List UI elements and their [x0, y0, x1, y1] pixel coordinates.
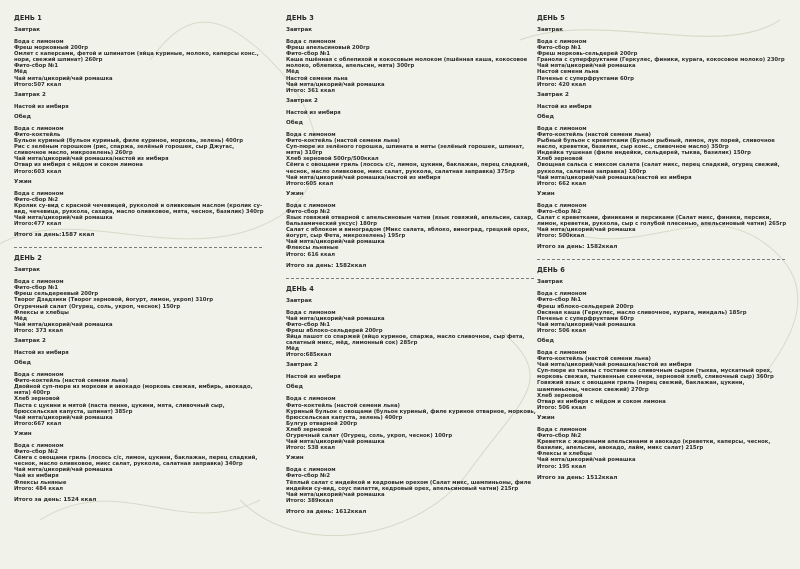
- day-title: ДЕНЬ 4: [286, 284, 314, 293]
- meal-line: Рис с зелёным горошком (рис, спаржа, зелёный горошек, сыр Джугас, сливочное масло, микрозелень) 260гр: [14, 144, 235, 157]
- meal-line: Итого: 662 ккал: [537, 180, 587, 187]
- meal-line: Мёд: [14, 315, 28, 322]
- meal-line: Итого: 195 ккал: [537, 463, 587, 470]
- meal-title: Ужин: [286, 455, 304, 462]
- meal-line: Вода с лимоном: [14, 372, 64, 379]
- day-title: ДЕНЬ 5: [537, 14, 565, 22]
- day-title: ДЕНЬ 2: [14, 254, 42, 263]
- meal-title: Ужин: [14, 178, 32, 185]
- meal-line: Сёмга с овощами гриль (лосось с/с, лимон, цукини, баклажан, перец сладкий, чеснок, масло оливковое, микс салат, руккола, салатная заправка) 375гр: [286, 162, 530, 175]
- meal-line: Чай из имбиря: [14, 473, 59, 480]
- meal-line: Салат с креветками, финиками и персиками (Салат микс, финики, персики, лимон, креветки, руккола, сыр с голубой плесенью, апельсиновый чатни) 265гр: [537, 214, 787, 228]
- day-5: [537, 14, 787, 250]
- meal-line: Флексы льняные: [14, 479, 67, 486]
- meal-line: Вода с лимоном: [14, 190, 64, 197]
- meal-dinner: [537, 415, 787, 470]
- meal-line: Хлеб зерновой: [537, 156, 583, 163]
- meal-line: Хлеб зерновой: [537, 392, 583, 399]
- meal-line: Фито-сбор №2: [537, 433, 582, 440]
- day-total: Итого за день: 1582ккал: [286, 262, 367, 269]
- meal-title: Ужин: [14, 430, 32, 437]
- meal-title: Завтрак: [286, 297, 313, 304]
- meal-line: Итого:603 ккал: [14, 168, 62, 175]
- meal-lunch: [537, 114, 787, 187]
- meal-line: Вода с лимоном: [286, 396, 336, 403]
- meal-line: Язык говяжий отварной с апельсиновым чатни (язык говяжий, апельсин, сахар, бальзамический уксус) 180гр: [286, 214, 534, 228]
- meal-line: Итого: 373 ккал: [14, 327, 64, 334]
- meal-line: Вода с лимоном: [537, 350, 587, 356]
- meal-title: Завтрак: [14, 27, 41, 33]
- meal-title: Завтрак: [14, 267, 41, 274]
- day-2: [14, 254, 264, 503]
- meal-line: Чай мята/цикорий/чай ромашка: [14, 75, 113, 82]
- meal-line: Омлет с каперсами, фетой и шпинатом (яйца куриные, молоко, каперсы конс., нори, свежий шпинат) 260гр: [14, 51, 259, 64]
- meal-line: Фито-коктейль (настой семени льна): [537, 356, 651, 363]
- meal-line: Фито-сбор №2: [286, 208, 331, 215]
- meal-line: Куриный бульон с овощами (бульон куриный, филе куриное отварное, морковь, брюссельская капуста, зелень) 400гр: [286, 408, 536, 421]
- day-divider: [14, 247, 262, 248]
- meal-line: Флексы и хлебцы: [14, 309, 69, 316]
- meal-line: Мёд: [286, 346, 300, 353]
- meal-breakfast: [537, 279, 787, 334]
- meal-line: Настой из имбиря: [286, 374, 341, 381]
- meal-line: Настой из имбиря: [14, 103, 69, 110]
- meal-line: Яйца пашот со спаржей (яйцо куриное, спаржа, масло сливочное, сыр фета, салатный микс, мёд, лимонный сок) 285гр: [286, 334, 525, 347]
- meal-line: Фито-сбор №2: [14, 196, 59, 203]
- meal-line: Тёплый салат с индейкой и кедровым орехом (Салат микс, шампиньоны, филе индейки су-вид, соус пилатти, кедровый орех, апельсиновый чатни) 215гр: [286, 479, 532, 492]
- meal-line: Итого: 538 ккал: [286, 445, 336, 452]
- meal-breakfast: [14, 27, 264, 88]
- meal-line: Фито-сбор №1: [537, 297, 582, 304]
- day-total: Итого за день:1587 ккал: [14, 232, 95, 239]
- meal-line: Вода с лимоном: [537, 426, 587, 433]
- meal-line: Чай мята/цикорий/чай ромашка/настой из имбиря: [286, 174, 441, 181]
- meal-line: Итого: 500ккал: [537, 233, 585, 240]
- meal-breakfast: [537, 27, 787, 88]
- meal-line: Итого: 616 ккал: [286, 251, 336, 258]
- meal-title: Обед: [14, 113, 31, 120]
- day-total: Итого за день: 1524 ккал: [14, 496, 97, 503]
- meal-line: Вода с лимоном: [537, 291, 587, 298]
- meal-line: Салат с яблоком и виноградом (Микс салата, яблоко, виноград, грецкий орех, йогурт, сыр Фета, микрозелень) 195гр: [286, 227, 530, 240]
- meal-line: Чай мята/цикорий/чай ромашка: [537, 321, 636, 328]
- meal-line: Хлеб зерновой 500гр/500ккал: [286, 156, 379, 163]
- meal-line: Фито-сбор №1: [537, 45, 582, 52]
- meal-line: Вода с лимоном: [537, 125, 587, 132]
- meal-title: Завтрак: [537, 279, 564, 286]
- meal-title: Завтрак 2: [14, 91, 46, 98]
- meal-line: Итого: 420 ккал: [537, 81, 587, 88]
- meal-title: Завтрак 2: [537, 91, 569, 98]
- meal-line: Фито-сбор №2: [286, 473, 331, 480]
- meal-line: Фреш яблоко-сельдерей 200гр: [286, 327, 383, 334]
- meal-line: Фреш морковный 200гр: [14, 45, 89, 52]
- meal-line: Фреш сельдереевый 200гр: [14, 291, 99, 298]
- meal-title: Завтрак: [537, 27, 564, 33]
- meal-breakfast-2: [14, 338, 264, 356]
- meal-line: Овсяная каша (Геркулес, масло сливочное, курага, миндаль) 185гр: [537, 309, 747, 316]
- meal-line: Паста с цукини и мятой (паста пенне, цукини, мята, сливочный сыр, брюссельская капуста, шпинат) 385гр: [14, 402, 225, 415]
- meal-line: Огуречный салат (Огурец, соль, укроп, чеснок) 100гр: [286, 433, 453, 440]
- meal-line: Суп-пюре из зелёного горошка, шпината и мяты (зелёный горошек, шпинат, мята) 310гр: [286, 144, 525, 157]
- meal-line: Итого:507 ккал: [14, 81, 62, 88]
- meal-line: Чай мята/цикорий/чай ромашка: [14, 467, 113, 474]
- meal-line: Настой из имбиря: [286, 109, 341, 116]
- meal-line: Вода с лимоном: [14, 279, 64, 286]
- day-title: ДЕНЬ 3: [286, 14, 314, 22]
- meal-line: Чай мята/цикорий/чай ромашка/настой из имбиря: [14, 156, 169, 163]
- day-6: [537, 266, 787, 480]
- meal-line: Рыбный бульон с креветками (Бульон рыбный, лимон, лук порей, сливочное масло, креветки, базилик, сыр конс., сливочное масло) 350гр: [537, 138, 775, 151]
- meal-line: Фреш морковь-сельдерей 200гр: [537, 51, 638, 58]
- day-3: [286, 14, 536, 269]
- meal-line: Вода с лимоном: [286, 467, 336, 474]
- meal-line: Фито-коктейль (настой семени льна): [14, 378, 128, 385]
- meal-line: Фито-сбор №1: [286, 51, 331, 58]
- meal-line: Вода с лимоном: [286, 202, 336, 209]
- column-3: [537, 10, 787, 481]
- column-2: [286, 10, 536, 515]
- meal-line: Фито-коктейль (настой семени льна): [286, 138, 400, 145]
- meal-line: Настой семени льна: [537, 69, 599, 76]
- meal-lunch: [286, 384, 536, 451]
- meal-breakfast: [286, 298, 536, 359]
- meal-line: Чай мята/цикорий/чай ромашка/настой из имбиря: [537, 362, 692, 369]
- meal-line: Чай мята/цикорий/чай ромашка: [537, 63, 636, 70]
- meal-line: Итого: 484 ккал: [14, 485, 64, 492]
- meal-lunch: [286, 120, 536, 187]
- meal-line: Фито-коктейль (настой семени льна): [286, 402, 400, 409]
- meal-title: Завтрак 2: [286, 97, 318, 104]
- meal-dinner: [14, 431, 264, 492]
- meal-line: Вода с лимоном: [286, 39, 336, 45]
- meal-dinner: [286, 191, 536, 258]
- meal-breakfast: [14, 267, 264, 334]
- meal-line: Вода с лимоном: [286, 131, 336, 138]
- meal-line: Отвар из имбиря с мёдом и соком лимона: [14, 162, 143, 169]
- meal-dinner: [286, 455, 536, 504]
- meal-line: Кролик су-вид с красной чечевицей, рукколой и оливковым маслом (кролик су-вид, чечевица, руккола, сахара, масло оливковое, мята, чеснок, базилик) 340гр: [14, 202, 264, 215]
- meal-breakfast-2: [286, 362, 536, 380]
- day-total: Итого за день: 1582ккал: [537, 244, 618, 251]
- meal-line: Огуречный салат (Огурец, соль, укроп, чеснок) 150гр: [14, 303, 181, 310]
- meal-title: Ужин: [537, 190, 555, 197]
- meal-line: Творог Дзадзики (Творог зерновой, йогурт, лимон, укроп) 310гр: [14, 297, 214, 304]
- day-4: [286, 285, 536, 515]
- meal-line: Фреш апельсиновый 200гр: [286, 45, 370, 52]
- meal-line: Чай мята/цикорий/чай ромашка: [14, 414, 113, 421]
- meal-line: Итого: 389ккал: [286, 497, 334, 504]
- meal-line: Фито-сбор №1: [286, 321, 331, 328]
- meal-line: Вода с лимоном: [14, 39, 64, 45]
- day-divider: [537, 259, 785, 260]
- meal-line: Сёмга с овощами гриль (лосось с/с, лимон, цукини, баклажан, перец сладкий, чеснок, масло оливковое, микс салат, руккола, салатная заправка) 340гр: [14, 455, 258, 468]
- meal-line: Чай мята/цикорий/чай ромашка: [286, 81, 385, 88]
- meal-line: Вода с лимоном: [14, 442, 64, 449]
- meal-breakfast-2: [14, 92, 264, 110]
- meal-line: Итого:477 ккал: [14, 221, 62, 228]
- meal-lunch: [14, 114, 264, 175]
- meal-breakfast-2: [537, 92, 787, 110]
- meal-title: Обед: [537, 113, 554, 120]
- meal-line: Чай мята/цикорий/чай ромашка: [286, 491, 385, 498]
- meal-line: Чай мята/цикорий/чай ромашка: [286, 439, 385, 446]
- meal-dinner: [14, 179, 264, 228]
- day-1: [14, 14, 264, 238]
- meal-title: Обед: [286, 119, 303, 126]
- meal-line: Фито-сбор №2: [14, 449, 59, 456]
- meal-line: Фито-сбор №1: [14, 63, 59, 70]
- meal-line: Вода с лимоном: [537, 202, 587, 209]
- meal-line: Креветки с жареными апельсинами и авокадо (креветки, каперсы, чеснок, базилик, апельсин, авокадо, лайм, микс салат) 215гр: [537, 439, 771, 452]
- day-title: ДЕНЬ 1: [14, 14, 42, 22]
- meal-title: Обед: [14, 360, 31, 367]
- meal-line: Чай мята/цикорий/чай ромашка: [14, 321, 113, 328]
- meal-line: Флексы и хлебцы: [537, 451, 592, 458]
- meal-line: Хлеб зерновой: [14, 396, 60, 403]
- meal-line: Отвар из имбиря с мёдом и соком лимона: [537, 398, 666, 405]
- meal-line: Настой из имбиря: [14, 350, 69, 356]
- meal-line: Печенье с суперфруктами 60гр: [537, 75, 634, 82]
- meal-breakfast-2: [286, 98, 536, 116]
- meal-line: Чай мята/цикорий/чай ромашка: [537, 457, 636, 464]
- meal-line: Фито-сбор №1: [14, 285, 59, 292]
- meal-line: Суп-пюре из тыквы с тостами со сливочным сыром (тыква, мускатный орех, морковь свежая, тыквенные семечки, зерновой хлеб, сливочный сыр) 360гр: [537, 368, 774, 381]
- meal-line: Чай мята/цикорий/чай ромашка/настой из имбиря: [537, 174, 692, 181]
- meal-line: Чай мята/цикорий/чай ромашка: [286, 239, 385, 246]
- meal-title: Обед: [537, 338, 554, 344]
- meal-line: Итого:667 ккал: [14, 420, 62, 427]
- day-divider: [286, 278, 534, 279]
- meal-line: Каша пшённая с облепихой и кокосовым молоком (пшённая каша, кокосовое молоко, облепиха, апельсин, мята) 300гр: [286, 57, 528, 70]
- meal-line: Флексы льняные: [286, 245, 339, 252]
- meal-line: Двойной суп-пюре из моркови и авокадо (морковь свежая, имбирь, авокадо, мята) 400гр: [14, 384, 253, 397]
- meal-line: Вода с лимоном: [286, 309, 336, 316]
- meal-line: Говяжий язык с овощами гриль (перец свежий, баклажан, цукини, шампиньоны, чеснок свежий) 270гр: [537, 380, 745, 393]
- meal-line: Фито-коктейль (настой семени льна): [537, 131, 651, 138]
- day-title: ДЕНЬ 6: [537, 266, 565, 275]
- meal-line: Фито-сбор №2: [537, 208, 582, 215]
- meal-title: Завтрак 2: [14, 338, 46, 344]
- meal-line: Гранола с суперфруктами (Геркулес, финики, курага, кокосовое молоко) 230гр: [537, 57, 785, 64]
- meal-line: Печенье с суперфруктами 60гр: [537, 315, 634, 322]
- meal-line: Итого: 506 ккал: [537, 404, 587, 411]
- day-total: Итого за день: 1512ккал: [537, 474, 618, 481]
- meal-line: Фреш яблоко-сельдерей 200гр: [537, 303, 634, 310]
- meal-line: Настой семени льна: [286, 75, 348, 82]
- meal-line: Итого:685ккал: [286, 352, 332, 359]
- meal-breakfast: [286, 27, 536, 94]
- meal-lunch: [14, 360, 264, 427]
- meal-title: Обед: [286, 384, 303, 391]
- meal-line: Чай мята/цикорий/чай ромашка: [14, 214, 113, 221]
- meal-title: Завтрак 2: [286, 362, 318, 369]
- meal-title: Ужин: [286, 190, 304, 197]
- meal-line: Чай мята/цикорий/чай ромашка: [537, 227, 636, 234]
- meal-title: Завтрак: [286, 27, 313, 33]
- meal-dinner: [537, 191, 787, 240]
- meal-line: Хлеб зерновой: [286, 426, 332, 433]
- meal-line: Фито-коктейль: [14, 131, 61, 138]
- meal-line: Итого: 506 ккал: [537, 327, 587, 334]
- meal-line: Булгур отварной 200гр: [286, 420, 358, 427]
- meal-line: Вода с лимоном: [14, 125, 64, 132]
- meal-line: Индейка тушеная (филе индейки, сельдерей, тыква, базилик) 150гр: [537, 150, 751, 157]
- meal-lunch: [537, 338, 787, 411]
- meal-line: Мёд: [286, 69, 300, 76]
- meal-line: Овощная сальса с миксом салата (салат микс, перец сладкий, огурец свежий, руккола, салатная заправка) 100гр: [537, 162, 780, 175]
- meal-line: Бульон куриный (бульон куриный, филе куриное, морковь, зелень) 400гр: [14, 138, 244, 145]
- meal-line: Мёд: [14, 69, 28, 76]
- day-total: Итого за день: 1612ккал: [286, 508, 367, 515]
- meal-line: Вода с лимоном: [537, 39, 587, 45]
- meal-line: Настой из имбиря: [537, 103, 592, 110]
- column-1: [14, 10, 264, 503]
- meal-line: Итого: 361 ккал: [286, 87, 336, 94]
- meal-line: Чай мята/цикорий/чай ромашка: [286, 315, 385, 322]
- meal-line: Итого:605 ккал: [286, 180, 334, 187]
- meal-title: Ужин: [537, 414, 555, 421]
